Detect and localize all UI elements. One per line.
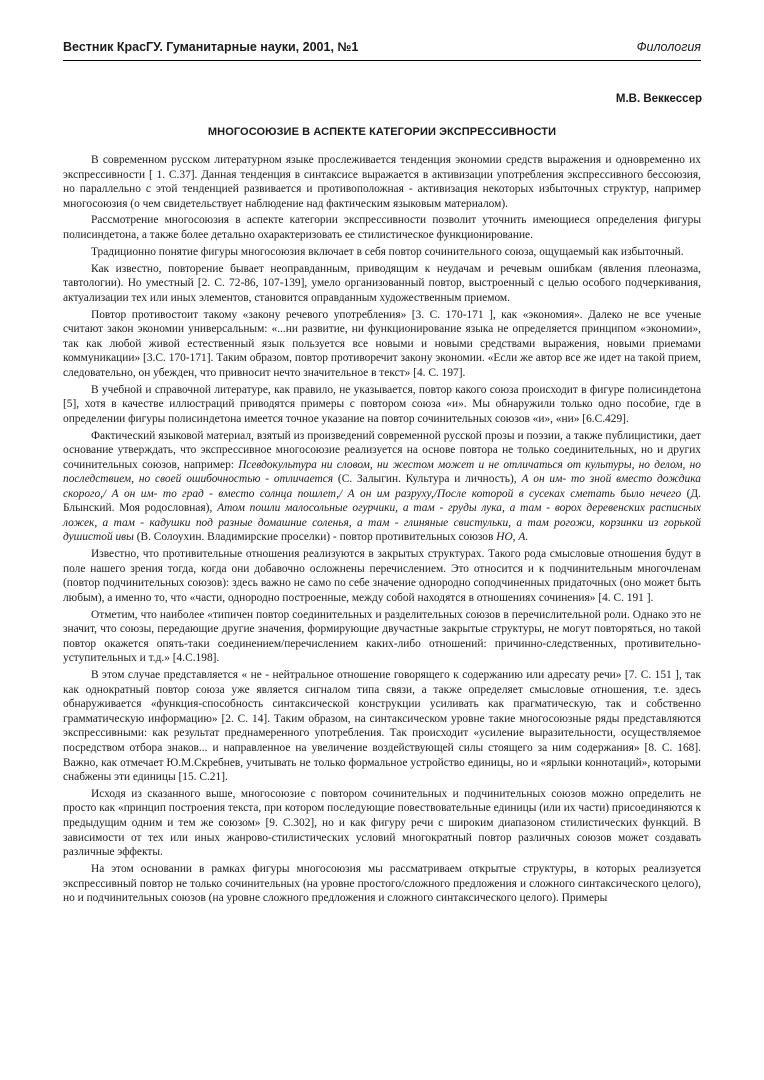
paragraph xyxy=(63,429,701,545)
text-run: Отметим, что наиболее «типичен повтор соединительных и разделительных союзов в перечислительной роли. Однако это не значит, что союзы, передающие другие значения, формирующие двучастные закрытые структуры, не могут повторяться, но такой повтор окажется опять-таки соединением/перечислением каких-либо отношений: причинно-следственных, противительно-уступительных и т.д.» [4.С.198]. xyxy=(63,608,701,665)
text-run: (С. Залыгин. Культура и личность), xyxy=(333,473,522,486)
text-run: В этом случае представляется « не - нейтральное отношение говорящего к содержанию или адресату речи» [7. С. 151 ], так как однократный повтор союза уже является сигналом типа связи, а также определяет смысловые отношения, т.е. здесь обнаруживается «функция-способность синтаксической конструкции усиливать как прагматическую, так и собственно грамматическую информацию» [2. С. 14]. Таким образом, на синтаксическом уровне такие многосоюзные ряды представляются экспрессивными: как результат преднамеренного употребления. Так происходит «усиление выразительности, осуществляемое посредством отбора знаков... и направленное на увеличение воздействующей силы стоящего за ним содержания» [8. С. 168]. Важно, как отмечает Ю.М.Скребнев, учитывать не только формальное устройство единицы, но и «ярлыки коннотаций», которыми снабжены эти единицы [15. С.21]. xyxy=(63,669,701,784)
paragraph xyxy=(63,308,701,381)
paragraph xyxy=(63,262,701,306)
paragraph xyxy=(63,213,701,242)
header-rule xyxy=(63,60,701,61)
section-name: Филология xyxy=(636,40,701,54)
text-run: Исходя из сказанного выше, многосоюзие с повтором сочинительных и подчинительных союзов можно определить не просто как «принцип построения текста, при котором последующие повествовательные единицы (или их части) присоединяются к предыдущим одним и тем же союзом» [9. С.302], но и как фигуру речи с широким диапазоном стилистических функций. В зависимости от тех или иных жанрово-стилистических условий многократный повтор различных союзов может создавать различные эффекты. xyxy=(63,787,701,859)
text-run: Повтор противостоит такому «закону речевого употребления» [3. С. 170-171 ], как «экономия». Далеко не все ученые считают закон экономии универсальным: «...ни развитие, ни функционирование языка не определяется принципом «экономии», так как любой живой естественный язык пользуется все новыми и новыми средствами выражения, новыми приемами коммуникации» [3.С. 170-171]. Таким образом, повтор противоречит закону экономии. «Если же автор все же идет на такой прием, следовательно, он убежден, что привносит нечто значительное в текст» [4. С. 197]. xyxy=(63,308,701,379)
article-title: МНОГОСОЮЗИЕ В АСПЕКТЕ КАТЕГОРИИ ЭКСПРЕССИВНОСТИ xyxy=(207,126,557,138)
text-run: Фактический языковой материал, взятый из произведений современной русской прозы и поэзии, а также публицистики, дает основание утверждать, что экспрессивное многосоюзие реализуется на основе повтора не только соединительных, но и других сочинительных союзов, например: xyxy=(63,429,701,471)
text-run: (Д. Блынский. Моя родословная), xyxy=(63,487,701,515)
text-run: Традиционно понятие фигуры многосоюзия включает в себя повтор сочинительного союза, ощущаемый как избыточный. xyxy=(91,245,684,258)
journal-title: Вестник КрасГУ. Гуманитарные науки, 2001, №1 xyxy=(63,40,359,54)
paragraph xyxy=(63,787,701,860)
paragraph xyxy=(63,153,701,211)
paragraph xyxy=(63,383,701,427)
italic-quote: НО, А. xyxy=(496,531,529,544)
paragraph xyxy=(63,608,701,666)
author-name: М.В. Веккессер xyxy=(615,93,702,105)
paragraph xyxy=(63,245,701,260)
italic-quote: А он им- то зной вместо дождика скорого,/ А он им- то град - вместо солнца пошлет,/ А он им разруху,/После которой в сусеках сметать было нечего xyxy=(63,473,701,500)
paragraph xyxy=(63,547,701,605)
paragraph xyxy=(63,668,701,784)
text-run: В учебной и справочной литературе, как правило, не указывается, повтор какого союза происходит в фигуре полисиндетона [5], хотя в качестве иллюстраций приводятся примеры с повтором союза «и». Мы обнаружили только одно пособие, где в определении фигуры полисиндетона имеется точное указание на повтор сочинительных союзов «и», «ни» [6.С.429]. xyxy=(63,383,701,425)
article-body xyxy=(63,153,701,906)
paragraph xyxy=(63,862,701,906)
text-run: Как известно, повторение бывает неоправданным, приводящим к неудачам и речевым ошибкам (явления плеоназма, тавтологии). Но уместный [2. С. 72-86, 107-139], умело организованный повтор, выстроенный с целью особого подчеркивания, актуализации тех или иных элементов, становится оправданным художественным приемом. xyxy=(63,262,701,304)
italic-quote: Псевдокультура ни словом, ни жестом может и не отличаться от культуры, но делом, но последствием, но своей ошибочностью - отличается xyxy=(63,458,701,486)
text-run: В современном русском литературном языке прослеживается тенденция экономии средств выражения и одновременно их экспрессивности [ 1. С.37]. Данная тенденция в синтаксисе выражается в активизации употребления экспрессивного бессоюзия, но параллельно с этой тенденцией развивается и противоположная - активизация некоторых избыточных структур, например многосоюзия (о чем свидетельствует наблюдение над фактическим языковым материалом). xyxy=(63,154,701,210)
text-run: Рассмотрение многосоюзия в аспекте категории экспрессивности позволит уточнить имеющиеся определения фигуры полисиндетона, а также более детально охарактеризовать ее стилистическое функционирование. xyxy=(63,214,701,242)
text-run: (В. Солоухин. Владимирские проселки) - повтор противительных союзов xyxy=(133,531,497,544)
text-run: На этом основании в рамках фигуры многосоюзия мы рассматриваем открытые структуры, в которых реализуется экспрессивный повтор не только сочинительных (на уровне простого/сложного предложения и сложного синтаксического целого), но и подчинительных союзов (на уровне сложного предложения и сложного синтаксического целого). Примеры xyxy=(63,862,701,905)
running-head xyxy=(63,36,701,58)
text-run: Известно, что противительные отношения реализуются в закрытых структурах. Такого рода смысловые отношения будут в поле нашего зрения тогда, когда они добавочно осложнены перечислением. Это относится и к подчинительным многочленам (повтор подчинительных союзов): здесь важно не само по себе значение однородно соподчиненных придаточных (оно может быть любым), а именно то, что «части, однородно построенные, между собой находятся в отношениях сочинения» [4. С. 191 ]. xyxy=(63,548,701,604)
italic-quote: Атом пошли малосольные огурчики, а там - груды лука, а там - ворох деревенских расписных ложек, а там - кадушки под разные домашние соленья, а там - глиняные свистульки, а там рогожи, корзинки из горькой душистой ивы xyxy=(63,502,701,544)
